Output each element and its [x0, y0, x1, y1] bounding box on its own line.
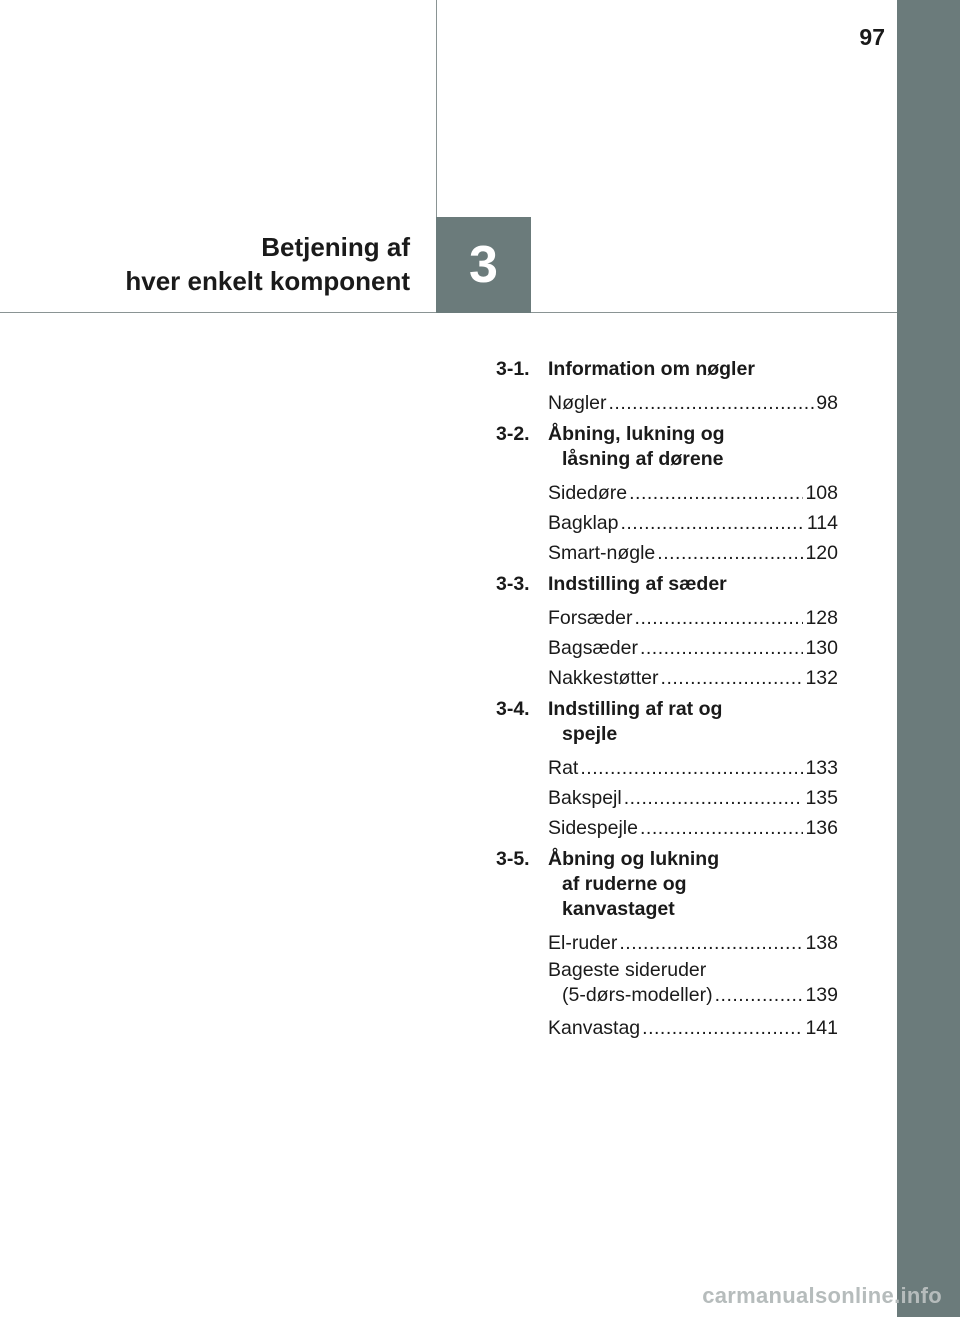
section-number: 3-1. — [496, 358, 530, 380]
section-title — [548, 697, 722, 747]
entry-page: 139 — [805, 984, 838, 1006]
section-title-line: låsning af dørene — [562, 448, 724, 470]
table-of-contents — [496, 357, 838, 1047]
entry-page: 135 — [805, 787, 838, 809]
entry-label: Sidespejle — [548, 817, 638, 839]
leader-dots — [640, 633, 803, 663]
section-title — [548, 422, 725, 472]
toc-section — [496, 357, 838, 418]
toc-section — [496, 572, 838, 693]
entry-label: Rat — [548, 757, 579, 779]
section-title-line: Åbning, lukning og — [548, 423, 725, 445]
entry-page: 138 — [805, 932, 838, 954]
toc-entry[interactable] — [548, 753, 838, 783]
section-title — [548, 357, 755, 382]
entry-page: 120 — [805, 542, 838, 564]
entry-label: (5-dørs-modeller) — [562, 984, 713, 1006]
entry-page: 132 — [805, 667, 838, 689]
entry-page: 136 — [805, 817, 838, 839]
toc-entry[interactable] — [548, 928, 838, 958]
entry-label: Bagklap — [548, 512, 619, 534]
entry-label: El-ruder — [548, 932, 618, 954]
entry-page: 130 — [805, 637, 838, 659]
toc-section-heading[interactable] — [496, 697, 838, 747]
section-title — [548, 572, 727, 597]
chapter-title-line: Betjening af — [261, 232, 410, 262]
section-number: 3-5. — [496, 848, 530, 870]
entry-page: 114 — [806, 512, 838, 534]
leader-dots — [580, 753, 803, 783]
entry-label: Nakkestøtter — [548, 667, 659, 689]
toc-entry[interactable] — [548, 783, 838, 813]
entry-page: 108 — [805, 482, 838, 504]
toc-entry[interactable] — [548, 958, 838, 1008]
entry-page: 141 — [805, 1017, 838, 1039]
chapter-side-tab — [897, 0, 960, 1317]
chapter-title-line: hver enkelt komponent — [125, 266, 410, 296]
leader-dots — [629, 478, 803, 508]
entry-page: 98 — [816, 392, 838, 414]
section-title-line: af ruderne og — [562, 873, 687, 895]
entry-label: Bageste sideruder — [548, 959, 707, 981]
section-title-line: Indstilling af rat og — [548, 698, 723, 720]
toc-entry[interactable] — [548, 813, 838, 843]
toc-section — [496, 847, 838, 1043]
section-number: 3-3. — [496, 573, 530, 595]
toc-entry[interactable] — [548, 603, 838, 633]
leader-dots — [661, 663, 804, 693]
section-title-line: spejle — [562, 723, 618, 745]
leader-dots — [635, 603, 804, 633]
toc-entry[interactable] — [548, 1013, 838, 1043]
entry-label: Bakspejl — [548, 787, 622, 809]
toc-section-heading[interactable] — [496, 422, 838, 472]
leader-dots — [657, 538, 803, 568]
entry-page: 133 — [805, 757, 838, 779]
leader-dots — [715, 983, 804, 1008]
toc-entry[interactable] — [548, 633, 838, 663]
toc-section-heading[interactable] — [496, 572, 838, 597]
section-number: 3-4. — [496, 698, 530, 720]
entry-page: 128 — [805, 607, 838, 629]
toc-entry[interactable] — [548, 478, 838, 508]
toc-section-heading[interactable] — [496, 847, 838, 922]
page-number: 97 — [859, 24, 885, 50]
toc-entry[interactable] — [548, 388, 838, 418]
section-title-line: Åbning og lukning — [548, 848, 720, 870]
toc-entry[interactable] — [548, 663, 838, 693]
toc-entry[interactable] — [548, 508, 838, 538]
toc-section — [496, 422, 838, 568]
leader-dots — [609, 388, 815, 418]
leader-dots — [640, 813, 803, 843]
leader-dots — [620, 508, 804, 538]
watermark: carmanualsonline.info — [702, 1283, 942, 1308]
section-title — [548, 847, 719, 922]
entry-label: Sidedøre — [548, 482, 628, 504]
section-title-line: Indstilling af sæder — [548, 573, 727, 595]
section-title-line: Information om nøgler — [548, 358, 755, 380]
entry-label: Nøgler — [548, 392, 607, 414]
section-title-line: kanvastaget — [562, 898, 675, 920]
leader-dots — [624, 783, 804, 813]
leader-dots — [619, 928, 803, 958]
entry-label: Bagsæder — [548, 637, 638, 659]
entry-label: Forsæder — [548, 607, 633, 629]
chapter-title — [125, 230, 410, 298]
toc-section — [496, 697, 838, 843]
chapter-number-box: 3 — [436, 217, 531, 313]
leader-dots — [642, 1013, 803, 1043]
toc-section-heading[interactable] — [496, 357, 838, 382]
entry-label: Smart-nøgle — [548, 542, 656, 564]
section-number: 3-2. — [496, 423, 530, 445]
toc-entry[interactable] — [548, 538, 838, 568]
entry-label: Kanvastag — [548, 1017, 641, 1039]
